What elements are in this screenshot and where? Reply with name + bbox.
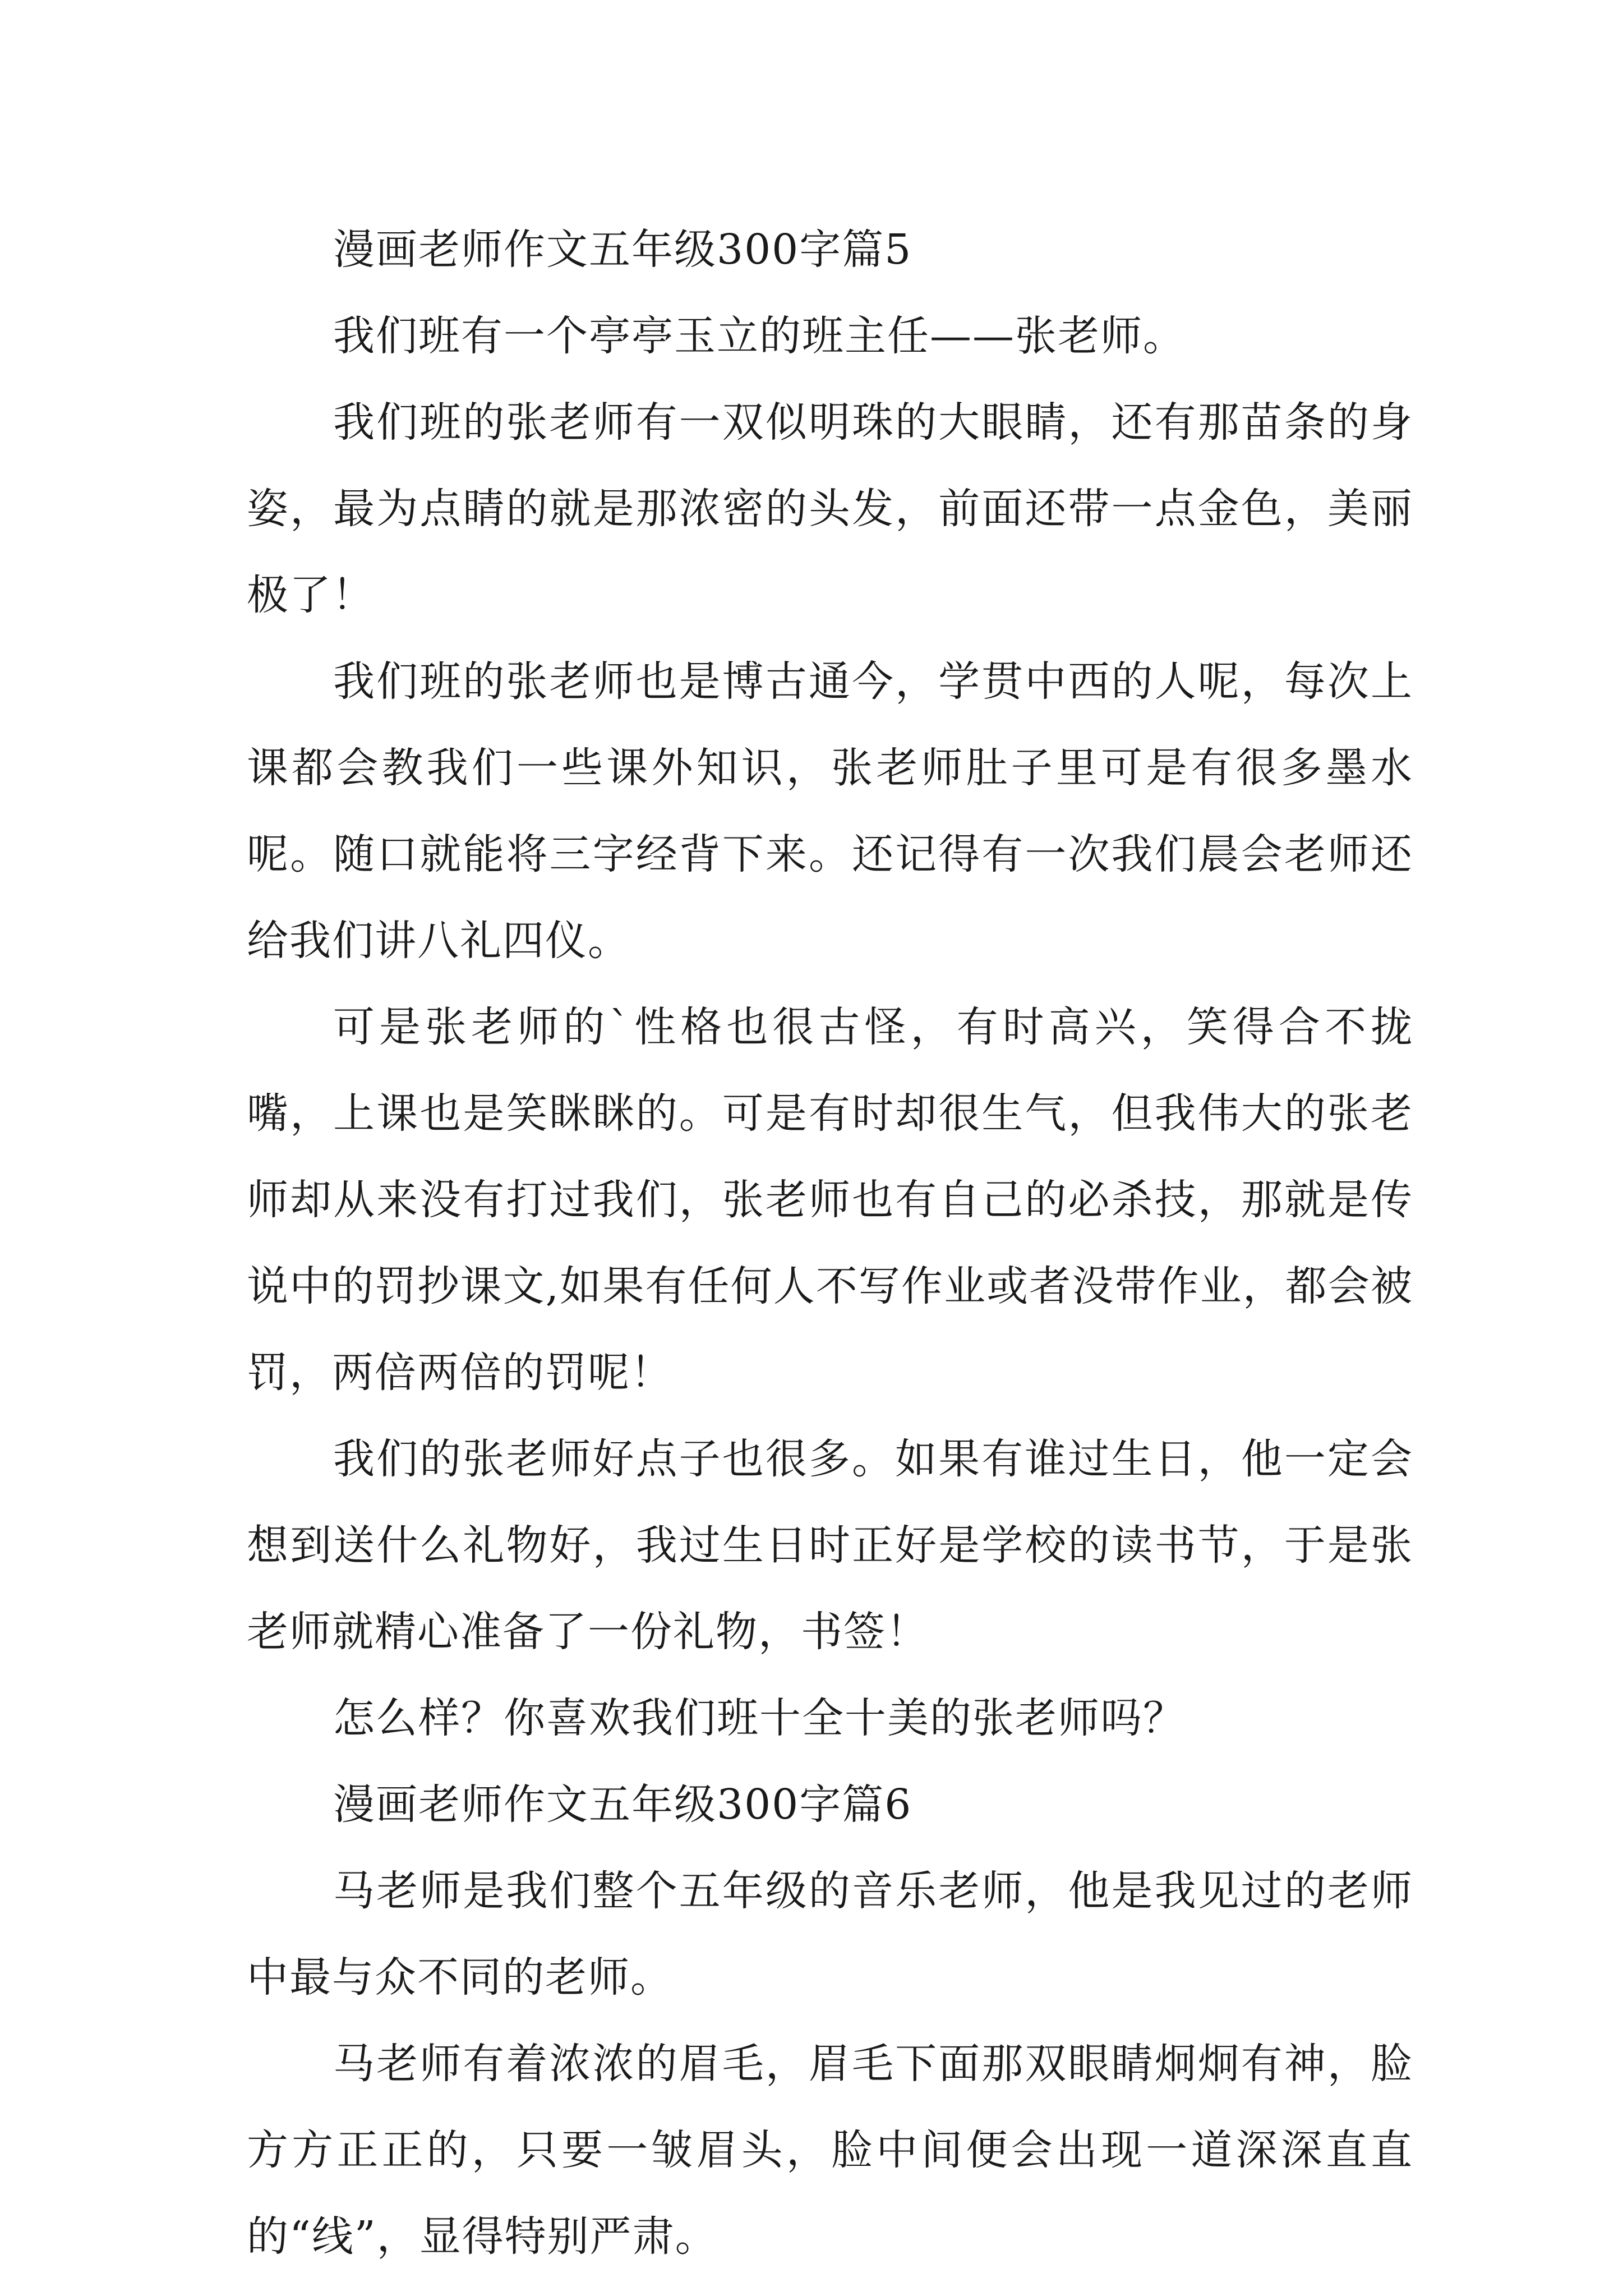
paragraph: 马老师是我们整个五年级的音乐老师，他是我见过的老师中最与众不同的老师。 [247, 1867, 1413, 2001]
paragraph: 我们的张老师好点子也很多。如果有谁过生日，他一定会想到送什么礼物好，我过生日时正好是学校的读书节，于是张老师就精心准备了一份礼物，书签！ [247, 1435, 1413, 1656]
paragraph: 马老师有着浓浓的眉毛，眉毛下面那双眼睛炯炯有神，脸方方正正的，只要一皱眉头，脸中间便会出现一道深深直直的“线”，显得特别严肃。 [247, 2040, 1413, 2261]
paragraph: 我们班有一个亭亭玉立的班主任——张老师。 [333, 312, 1186, 360]
document-body [247, 206, 1413, 2280]
paragraph: 我们班的张老师也是博古通今，学贯中西的人呢，每次上课都会教我们一些课外知识，张老师肚子里可是有很多墨水呢。随口就能将三字经背下来。还记得有一次我们晨会老师还给我们讲八礼四仪。 [247, 657, 1413, 965]
section-heading: 漫画老师作文五年级300字篇5 [333, 226, 912, 274]
paragraph: 怎么样？你喜欢我们班十全十美的张老师吗？ [333, 1694, 1186, 1742]
section-heading: 漫画老师作文五年级300字篇6 [333, 1780, 912, 1829]
paragraph: 我们班的张老师有一双似明珠的大眼睛，还有那苗条的身姿，最为点睛的就是那浓密的头发，前面还带一点金色，美丽极了！ [247, 398, 1413, 619]
paragraph: 可是张老师的`性格也很古怪，有时高兴，笑得合不拢嘴，上课也是笑眯眯的。可是有时却很生气，但我伟大的张老师却从来没有打过我们，张老师也有自己的必杀技，那就是传说中的罚抄课文,如果有任何人不写作业或者没带作业，都会被罚，两倍两倍的罚呢！ [247, 1003, 1413, 1397]
